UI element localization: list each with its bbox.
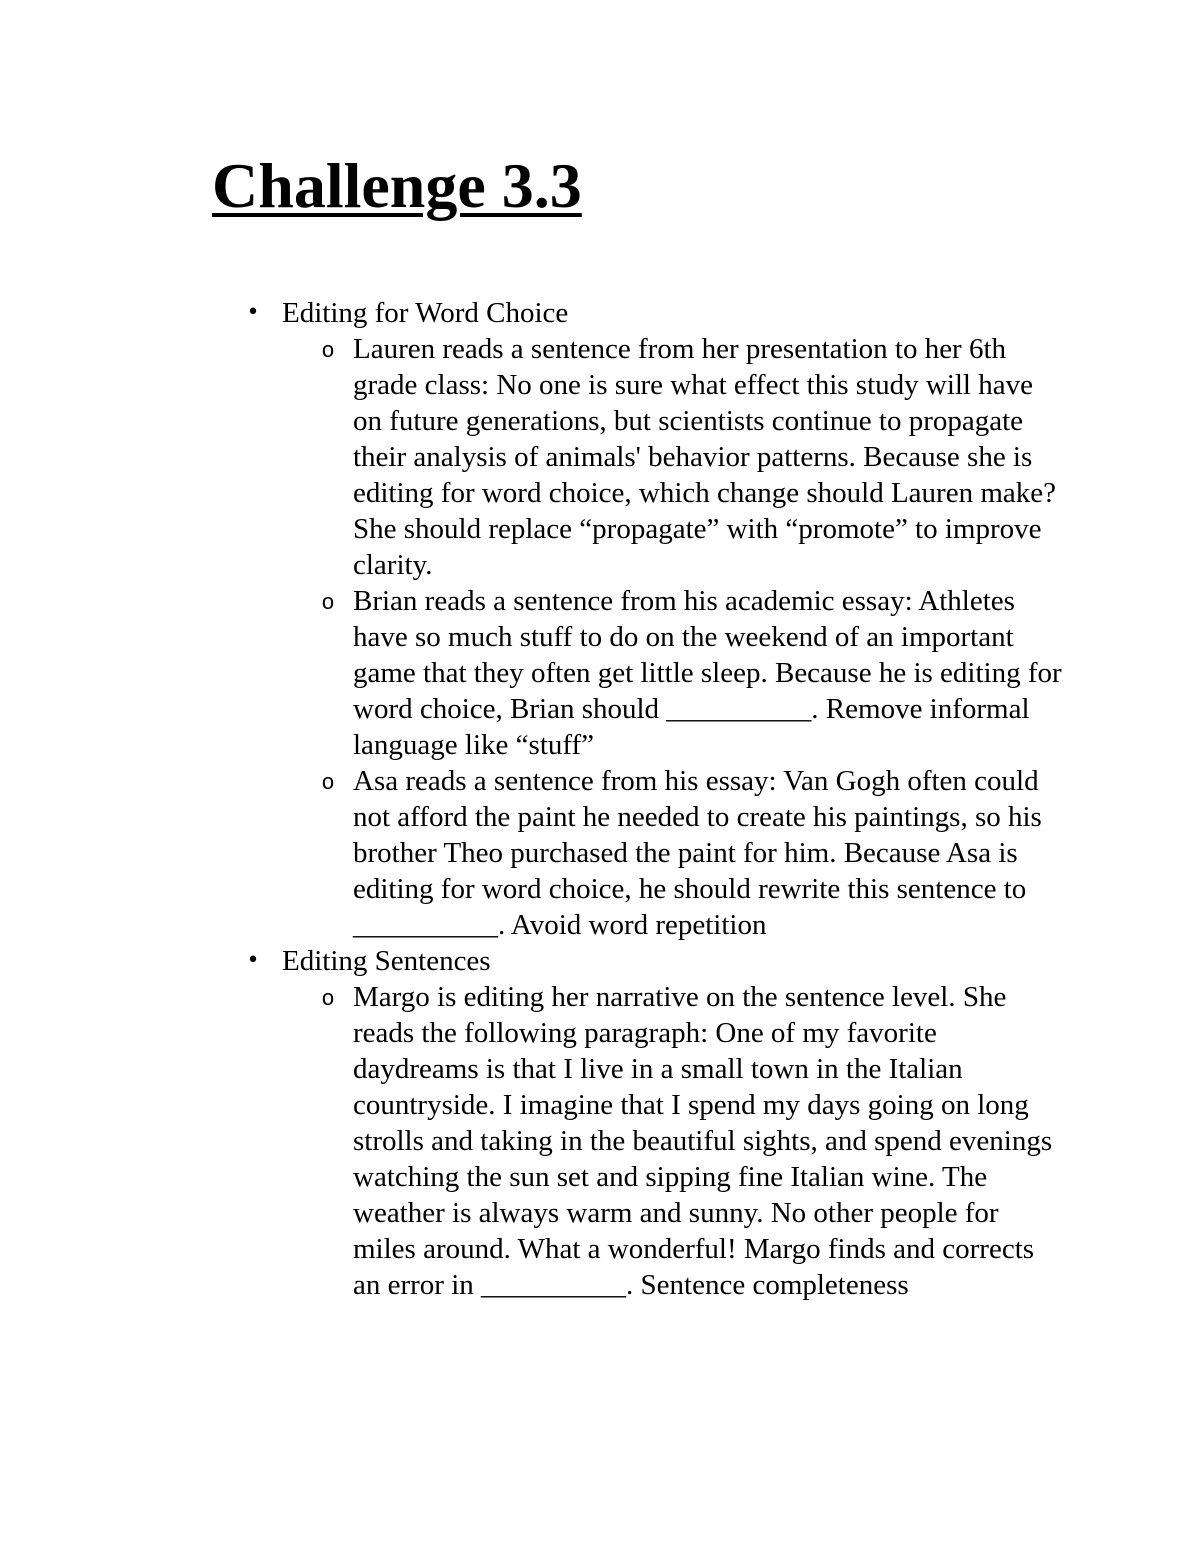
section-heading-text: Editing Sentences [282, 945, 491, 977]
list-item [0, 331, 1063, 583]
page-title: Challenge 3.3 [212, 150, 582, 221]
section-heading [0, 295, 1200, 331]
list-item [0, 583, 1063, 763]
outline-list [0, 295, 1200, 1303]
list-item-text: Margo is editing her narrative on the sentence level. She reads the following paragraph: One of my favorite daydreams is that I live in a small town in the Italian countryside. I imagine that I spend my days going on long strolls and taking in the beautiful sights, and spend evenings watching the sun set and sipping fine Italian wine. The weather is always warm and sunny. No other people for miles around. What a wonderful! Margo finds and corrects an error in __________. Sentence completeness [353, 981, 1053, 1301]
circle-bullet-icon: o [321, 589, 335, 614]
bullet-icon: • [246, 300, 260, 325]
circle-bullet-icon: o [321, 769, 335, 794]
circle-bullet-icon: o [321, 985, 335, 1010]
list-item-text: Lauren reads a sentence from her presentation to her 6th grade class: No one is sure what effect this study will have on future generations, but scientists continue to propagate their analysis of animals' behavior patterns. Because she is editing for word choice, which change should Lauren make? She should replace “propagate” with “promote” to improve clarity. [353, 333, 1056, 581]
list-item [0, 763, 1063, 943]
list-item [0, 979, 1063, 1303]
list-item-text: Asa reads a sentence from his essay: Van Gogh often could not afford the paint he needed to create his paintings, so his brother Theo purchased the paint for him. Because Asa is editing for word choice, he should rewrite this sentence to __________. Avoid word repetition [353, 765, 1042, 941]
list-item-text: Brian reads a sentence from his academic essay: Athletes have so much stuff to do on the weekend of an important game that they often get little sleep. Because he is editing for word choice, Brian should __________. Remove informal language like “stuff” [353, 585, 1062, 761]
bullet-icon: • [246, 948, 260, 973]
section-heading-text: Editing for Word Choice [282, 297, 569, 329]
section-heading [0, 943, 1200, 979]
circle-bullet-icon: o [321, 337, 335, 362]
